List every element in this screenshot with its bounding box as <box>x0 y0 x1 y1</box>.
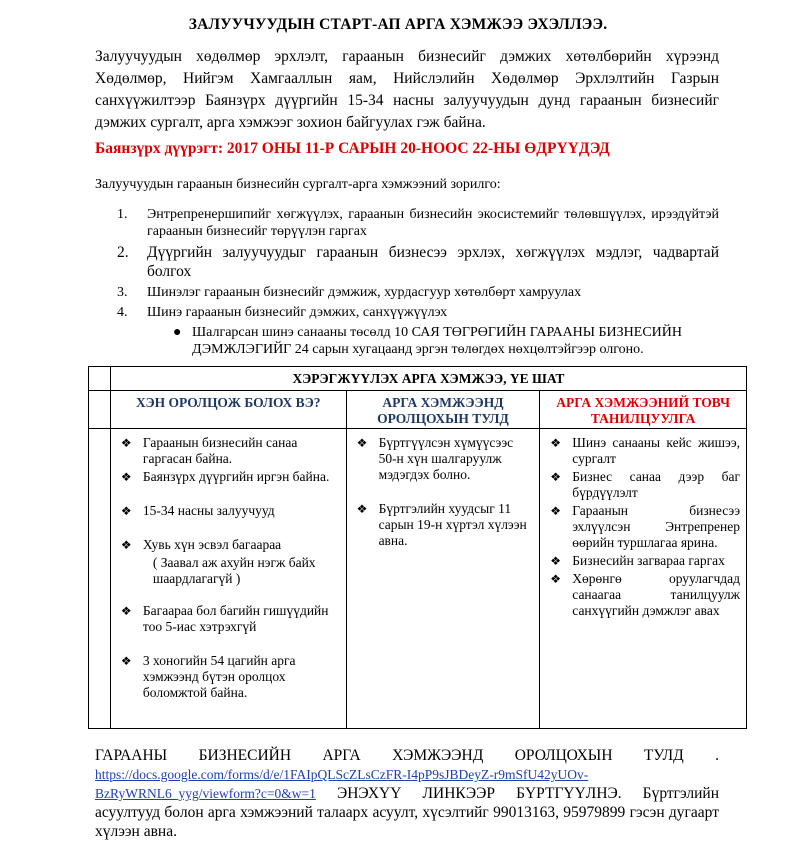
page-title: ЗАЛУУЧУУДЫН СТАРТ-АП АРГА ХЭМЖЭЭ ЭХЭЛЛЭЭ. <box>188 16 608 33</box>
diamond-bullet-icon: ❖ <box>550 554 562 568</box>
goals-list <box>95 206 719 358</box>
diamond-bullet-icon: ❖ <box>120 470 132 484</box>
list-item: ❖ Бүртгүүлсэн хүмүүсээс 50-н хүн шалгаруулж мэдэгдэх болно. <box>356 435 514 482</box>
list-item: ❖ Бизнес санаа дээр баг бүрдүүлэлт <box>550 469 740 500</box>
table-main-header: ХЭРЭГЖҮҮЛЭХ АРГА ХЭМЖЭЭ, ҮЕ ШАТ <box>110 367 746 391</box>
registration-link[interactable]: https://docs.google.com/forms/d/e/1FAIpQLScZLsCzFR-I4pP9sJBDeyZ-r9mSfU42yUOv-BzRyWRNL6_yyg/viewform?c=0&w=1 <box>95 767 589 801</box>
column-header-how: АРГА ХЭМЖЭЭНД ОРОЛЦОХЫН ТУЛД <box>346 391 540 429</box>
event-date-line: Баянзүрх дүүрэгт: 2017 ОНЫ 11-Р САРЫН 20-НООС 22-НЫ ӨДРҮҮДЭД <box>95 140 610 157</box>
list-item-note: ( Заавал аж ахуйн нэгж байх шаардлагагүй ) <box>152 555 316 586</box>
list-item: ❖ Бүртгэлийн хуудсыг 11 сарын 19-н хүртэл хүлээн авна. <box>356 501 527 548</box>
diamond-bullet-icon: ❖ <box>356 502 368 516</box>
goal-sub-text: Шалгарсан шинэ санааны төсөлд 10 САЯ ТӨГРӨГИЙН ГАРААНЫ БИЗНЕСИЙН ДЭМЖЛЭГИЙГ 24 сарын хугацаанд эргэн төлөгдөх нөхцөлтэйгээр олгоно. <box>192 325 682 357</box>
diamond-bullet-icon: ❖ <box>550 504 562 518</box>
diamond-bullet-icon: ❖ <box>120 504 132 518</box>
table-index-cell <box>89 429 111 729</box>
goal-number: 1. <box>117 207 128 222</box>
table-index-cell <box>89 391 111 429</box>
table-corner-cell <box>89 367 111 391</box>
list-item: ❖ Багаараа бол багийн гишүүдийн тоо 5-иас хэтрэхгүй <box>120 603 329 634</box>
goal-item <box>95 304 719 321</box>
list-item: ❖ Шинэ санааны кейс жишээ, сургалт <box>550 435 740 466</box>
list-item: ❖ Гараанын бизнесээ эхлүүлсэн Энтрепренер өөрийн туршлагаа ярина. <box>550 503 740 550</box>
column-overview <box>540 429 747 729</box>
list-item: ❖ Гараанын бизнесийн санаа гаргасан байна. <box>120 435 298 466</box>
list-item: ❖ 15-34 насны залуучууд <box>120 503 275 518</box>
intro-text: Залуучуудын хөдөлмөр эрхлэлт, гараанын бизнесийг дэмжих хөтөлбөрийн хүрээнд Хөдөлмөр, Нийгэм Хамгааллын яам, Нийслэлийн Хөдөлмөр Эрхлэлтийн Газрын санхүүжилтээр Баянзүрх дүүргийн 15-34 насны залуучуудын дунд гараанын бизнесийг дэмжих сургалт, арга хэмжээг зохион байгуулах гэж байна. <box>95 48 719 131</box>
diamond-bullet-icon: ❖ <box>120 538 132 552</box>
diamond-bullet-icon: ❖ <box>120 436 132 450</box>
list-item: ❖ Хөрөнгө оруулагчдад санаагаа танилцуулж санхүүгийн дэмжлэг авах <box>550 571 740 618</box>
list-item: ❖ 3 хоногийн 54 цагийн арга хэмжээнд бүтэн оролцох боломжтой байна. <box>120 653 296 700</box>
list-item: ❖ Бизнесийн загвараа гаргах <box>550 553 725 568</box>
goal-number: 4. <box>117 305 128 320</box>
column-header-overview: АРГА ХЭМЖЭЭНИЙ ТОВЧ ТАНИЛЦУУЛГА <box>540 391 747 429</box>
bullet-dot-icon: ● <box>173 325 182 340</box>
footer-tail: ЭНЭХҮҮ ЛИНКЭЭР БҮРТГҮҮЛНЭ. Бүртгэлийн асуултууд болон арга хэмжээний талаарх асуулт, хүсэлтийг 99013163, 95979899 гэсэн дугаарт хүлээн авна. <box>95 785 720 840</box>
goal-text: Энтрепренершипийг хөгжүүлэх, гараанын бизнесийн экосистемийг төлөвшүүлэх, ирээдүйтэй гараанын бизнесийг төрүүлэн гаргах <box>147 207 719 239</box>
diamond-bullet-icon: ❖ <box>356 436 368 450</box>
goal-sub-item <box>95 324 719 358</box>
goals-intro: Залуучуудын гараанын бизнесийн сургалт-арга хэмжээний зорилго: <box>95 177 501 192</box>
diamond-bullet-icon: ❖ <box>550 572 562 586</box>
column-who <box>110 429 346 729</box>
goal-text: Шинэлэг гараанын бизнесийг дэмжиж, хурдасгуур хөтөлбөрт хамруулах <box>147 285 582 300</box>
diamond-bullet-icon: ❖ <box>120 604 132 618</box>
list-item: ❖ Хувь хүн эсвэл багаараа <box>120 537 282 552</box>
list-item: ❖ Баянзүрх дүүргийн иргэн байна. <box>120 469 330 484</box>
goal-number: 3. <box>117 285 128 300</box>
registration-footer <box>95 746 719 841</box>
goal-item <box>95 243 719 281</box>
goal-text: Дүүргийн залуучуудыг гараанын бизнесээ эрхлэх, хөгжүүлэх мэдлэг, чадвартай болгох <box>147 244 719 280</box>
diamond-bullet-icon: ❖ <box>550 436 562 450</box>
column-how <box>346 429 540 729</box>
goal-item <box>95 206 719 240</box>
diamond-bullet-icon: ❖ <box>120 654 132 668</box>
plan-table <box>88 366 747 729</box>
goal-item <box>95 284 719 301</box>
goal-text: Шинэ гараанын бизнесийг дэмжих, санхүүжүүлэх <box>147 305 448 320</box>
footer-lead: ГАРААНЫ БИЗНЕСИЙН АРГА ХЭМЖЭЭНД ОРОЛЦОХЫН ТУЛД . <box>95 747 719 764</box>
diamond-bullet-icon: ❖ <box>550 470 562 484</box>
goal-number: 2. <box>117 244 129 261</box>
intro-paragraph <box>95 46 719 134</box>
column-header-who: ХЭН ОРОЛЦОЖ БОЛОХ ВЭ? <box>110 391 346 429</box>
